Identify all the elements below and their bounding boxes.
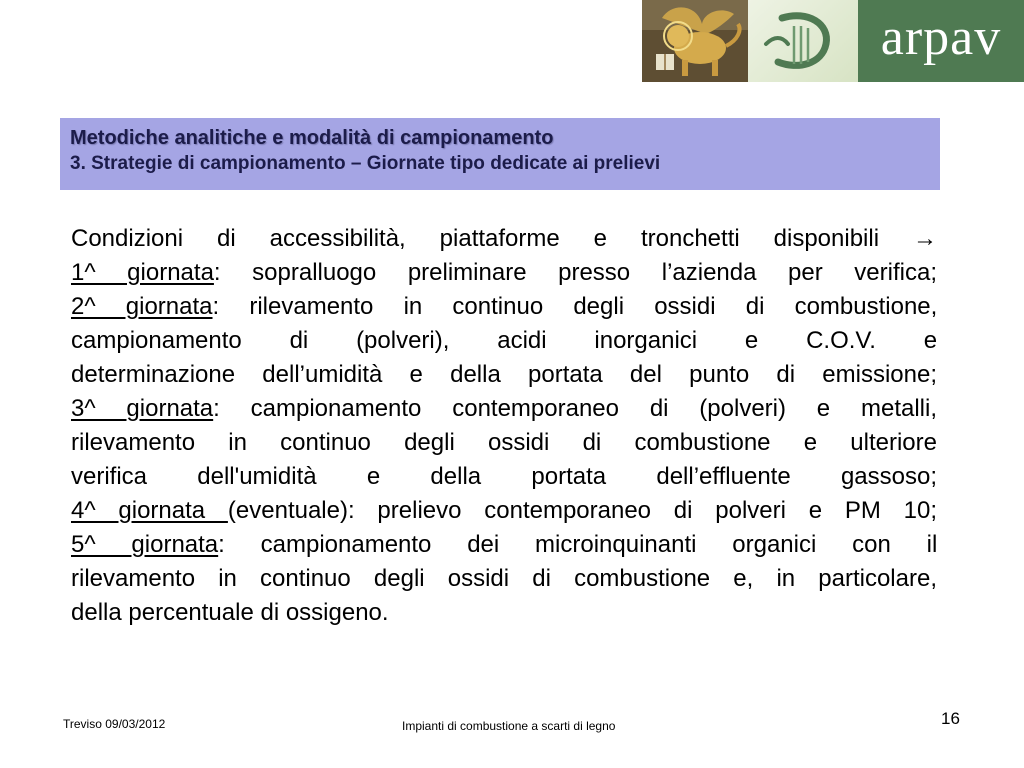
body-line [71,392,937,426]
body-line [71,494,937,528]
day-label: 2^ giornata [71,293,213,320]
body-line [71,290,937,324]
body-line [71,324,937,358]
body-text-segment: (eventuale): prelievo contemporaneo di polveri e PM 10; [227,497,938,524]
body-text-segment: : sopralluogo preliminare presso l’azienda per verifica; [213,259,937,286]
body-line [71,358,937,392]
arpav-mark-icon [748,0,858,82]
body-paragraph [71,222,937,630]
body-line [71,222,937,256]
title-banner [60,118,940,190]
body-text-segment: : campionamento contemporaneo di (polveri) e metalli, [213,395,937,422]
day-label: 5^ giornata [71,531,219,558]
day-label: 4^ giornata [71,497,228,524]
body-line [71,596,937,630]
body-line [71,426,937,460]
body-text-segment: Condizioni di accessibilità, piattaforme e tronchetti disponibili → [71,225,937,252]
footer-title: Impianti di combustione a scarti di legno [402,719,616,733]
winged-lion-emblem-icon [642,0,748,82]
body-text-segment: determinazione dell’umidità e della portata del punto di emissione; [71,361,937,388]
logo-wordmark-text: arpav [880,9,1002,66]
body-line [71,562,937,596]
body-text-segment: della percentuale di ossigeno. [71,599,389,626]
body-line [71,460,937,494]
footer-date: Treviso 09/03/2012 [63,717,166,731]
day-label: 3^ giornata [71,395,214,422]
arpav-wordmark [858,0,1024,82]
body-text-segment: rilevamento in continuo degli ossidi di combustione e ulteriore [71,429,937,456]
arpav-logo [642,0,1024,82]
body-text-segment: : rilevamento in continuo degli ossidi di combustione, [212,293,938,320]
body-text-segment: verifica dell'umidità e della portata dell’effluente gassoso; [71,463,937,490]
slide-title: Metodiche analitiche e modalità di campionamento [70,127,554,149]
slide-subtitle: 3. Strategie di campionamento – Giornate tipo dedicate ai prelievi [70,153,661,174]
body-line [71,528,937,562]
page-number: 16 [941,709,960,728]
day-label: 1^ giornata [71,259,214,286]
body-text-segment: : campionamento dei microinquinanti organici con il [218,531,938,558]
body-line [71,256,937,290]
body-text-segment: campionamento di (polveri), acidi inorganici e C.O.V. e [71,327,938,354]
body-text-segment: rilevamento in continuo degli ossidi di combustione e, in particolare, [71,565,937,592]
